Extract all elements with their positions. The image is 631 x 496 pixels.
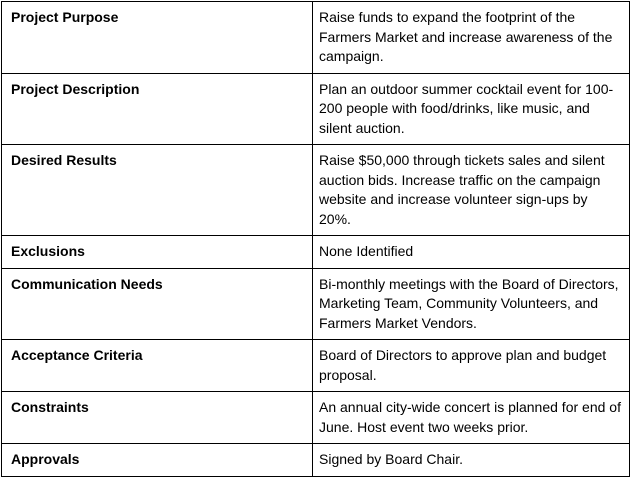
- row-label: Communication Needs: [2, 268, 313, 340]
- row-value: Bi-monthly meetings with the Board of Directors, Marketing Team, Community Volunteers, and Farmers Market Vendors.: [313, 268, 630, 340]
- row-value: Raise $50,000 through tickets sales and silent auction bids. Increase traffic on the campaign website and increase volunteer sign-ups by 20%.: [313, 145, 630, 236]
- row-value: An annual city-wide concert is planned for end of June. Host event two weeks prior.: [313, 392, 630, 444]
- row-label: Acceptance Criteria: [2, 340, 313, 392]
- row-value: None Identified: [313, 236, 630, 269]
- row-label: Project Description: [2, 73, 313, 145]
- table-row-desired-results: [2, 145, 630, 236]
- table-row-project-purpose: [2, 2, 630, 74]
- row-label: Project Purpose: [2, 2, 313, 74]
- table-row-project-description: [2, 73, 630, 145]
- table-row-approvals: [2, 444, 630, 477]
- row-label: Desired Results: [2, 145, 313, 236]
- row-label: Constraints: [2, 392, 313, 444]
- table-row-communication-needs: [2, 268, 630, 340]
- row-value: Board of Directors to approve plan and budget proposal.: [313, 340, 630, 392]
- table-row-acceptance-criteria: [2, 340, 630, 392]
- row-value: Signed by Board Chair.: [313, 444, 630, 477]
- table-row-constraints: [2, 392, 630, 444]
- row-label: Exclusions: [2, 236, 313, 269]
- table-row-exclusions: [2, 236, 630, 269]
- project-charter-table: [1, 1, 630, 477]
- row-label: Approvals: [2, 444, 313, 477]
- row-value: Plan an outdoor summer cocktail event for 100-200 people with food/drinks, like music, and silent auction.: [313, 73, 630, 145]
- row-value: Raise funds to expand the footprint of the Farmers Market and increase awareness of the campaign.: [313, 2, 630, 74]
